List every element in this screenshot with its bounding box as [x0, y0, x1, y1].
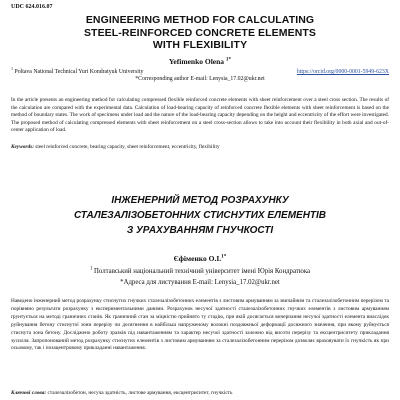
- article-title-english: [40, 14, 360, 52]
- title-line: STEEL-REINFORCED CONCRETE ELEMENTS: [83, 26, 317, 39]
- udc-code: UDC 624.016.07: [11, 4, 53, 10]
- abstract-ukrainian: Наведено інженерний метод розрахунку стиснутих гнучких сталезалізобетонних елементів з листовим армуванням за звичайним та сталезалізобетонним перерізом та порівняно результати розрахунку з експериментальними даними. Розрахунок несучої здатності сталезалізобетонних гнучких елементів з листовим армуванням ґрунтується на методі граничних станів. Як граничний стан за міцністю прийнято ту стадію, при якій досягається вичерпання несучої здатності елемента внаслідок руйнування бетону стиснутої зони перерізу чи досягнення в найбільш напруженому волокні поздовжньої деформації досяжного значення, при якому руйнується стиснута зона бетону. Досліджено роботу зразків під навантаженням та характер несучої здатності залежно від висоти перерізу та ексцентриситету прикладання зусилля. Запропонований метод розрахунку стиснутих елементів з листовим армуванням за сталезалізобетонним перерізом дозволяє враховувати їх гнучкість як при осьовому, так і позацентровому прикладанні навантаження.: [11, 298, 389, 352]
- keywords-label: Ключові слова:: [11, 390, 47, 396]
- author-superscript: 1*: [221, 253, 227, 260]
- keywords-english: [11, 144, 389, 150]
- affiliation-superscript: 1: [11, 66, 14, 72]
- email-english: *Corresponding author E-mail: Lenysia_17.02@ukr.net: [135, 76, 265, 82]
- author-name: Yefimenko Olena: [168, 57, 225, 66]
- article-title-ukrainian: [30, 193, 370, 238]
- keywords-ukrainian: [11, 390, 389, 396]
- keywords-label: Keywords:: [11, 144, 34, 150]
- affiliation-text: $^1$ Poltava National Technical Yuri Kondratyuk University: [11, 66, 144, 75]
- abstract-english: In the article presents an engineering method for calculating compressed flexible reinforced concrete elements with sheet reinforcement over a steel cross section. The results of the calculation are compared with the experimental data. Calculation of load-bearing capacity of reinforced concrete flexible elements with sheet reinforcement is based on the method of boundary states. The work of specimens under load and the nature of the load-bearing capacity depending on the height and eccentricity of the effort were investigated. The proposed method of calculating compressed elements with sheet reinforcement on a steel cross-section allows to take into account their flexibility in both axial and out-of-center application of load.: [11, 97, 389, 134]
- title-line: ENGINEERING METHOD FOR CALCULATING: [85, 14, 315, 26]
- affiliation-superscript: 1: [89, 266, 93, 272]
- author-english: [0, 57, 400, 66]
- keywords-text: steel reinforced concrete, bearing capacity, sheet reinforcement, eccentricity, flexibility: [35, 144, 220, 150]
- title-line: WITH FLEXIBILITY: [152, 39, 248, 51]
- affiliation-ukrainian: [0, 268, 400, 275]
- email-ukrainian: *Адреса для листування E-mail: Lenysia_17.02@ukr.net: [120, 279, 280, 286]
- title-line: ІНЖЕНЕРНИЙ МЕТОД РОЗРАХУНКУ: [111, 195, 289, 206]
- author-name: Єфіменко О.І.: [173, 254, 222, 263]
- orcid-link[interactable]: https://orcid.org/0000-0001-5949-623X: [296, 69, 389, 75]
- keywords-text: сталезалізобетон, несуча здатність, листове армування, ексцентриситет, гнучкість: [47, 390, 233, 396]
- author-superscript: 1*: [225, 56, 232, 63]
- affiliation-english: [11, 68, 389, 76]
- author-ukrainian: [0, 254, 400, 263]
- affiliation-text: Полтавський національний технічний університет імені Юрія Кондратюка: [94, 268, 311, 275]
- title-line: З УРАХУВАННЯМ ГНУЧКОСТІ: [126, 225, 274, 236]
- title-line: СТАЛЕЗАЛІЗОБЕТОННИХ СТИСНУТИХ ЕЛЕМЕНТІВ: [73, 210, 327, 221]
